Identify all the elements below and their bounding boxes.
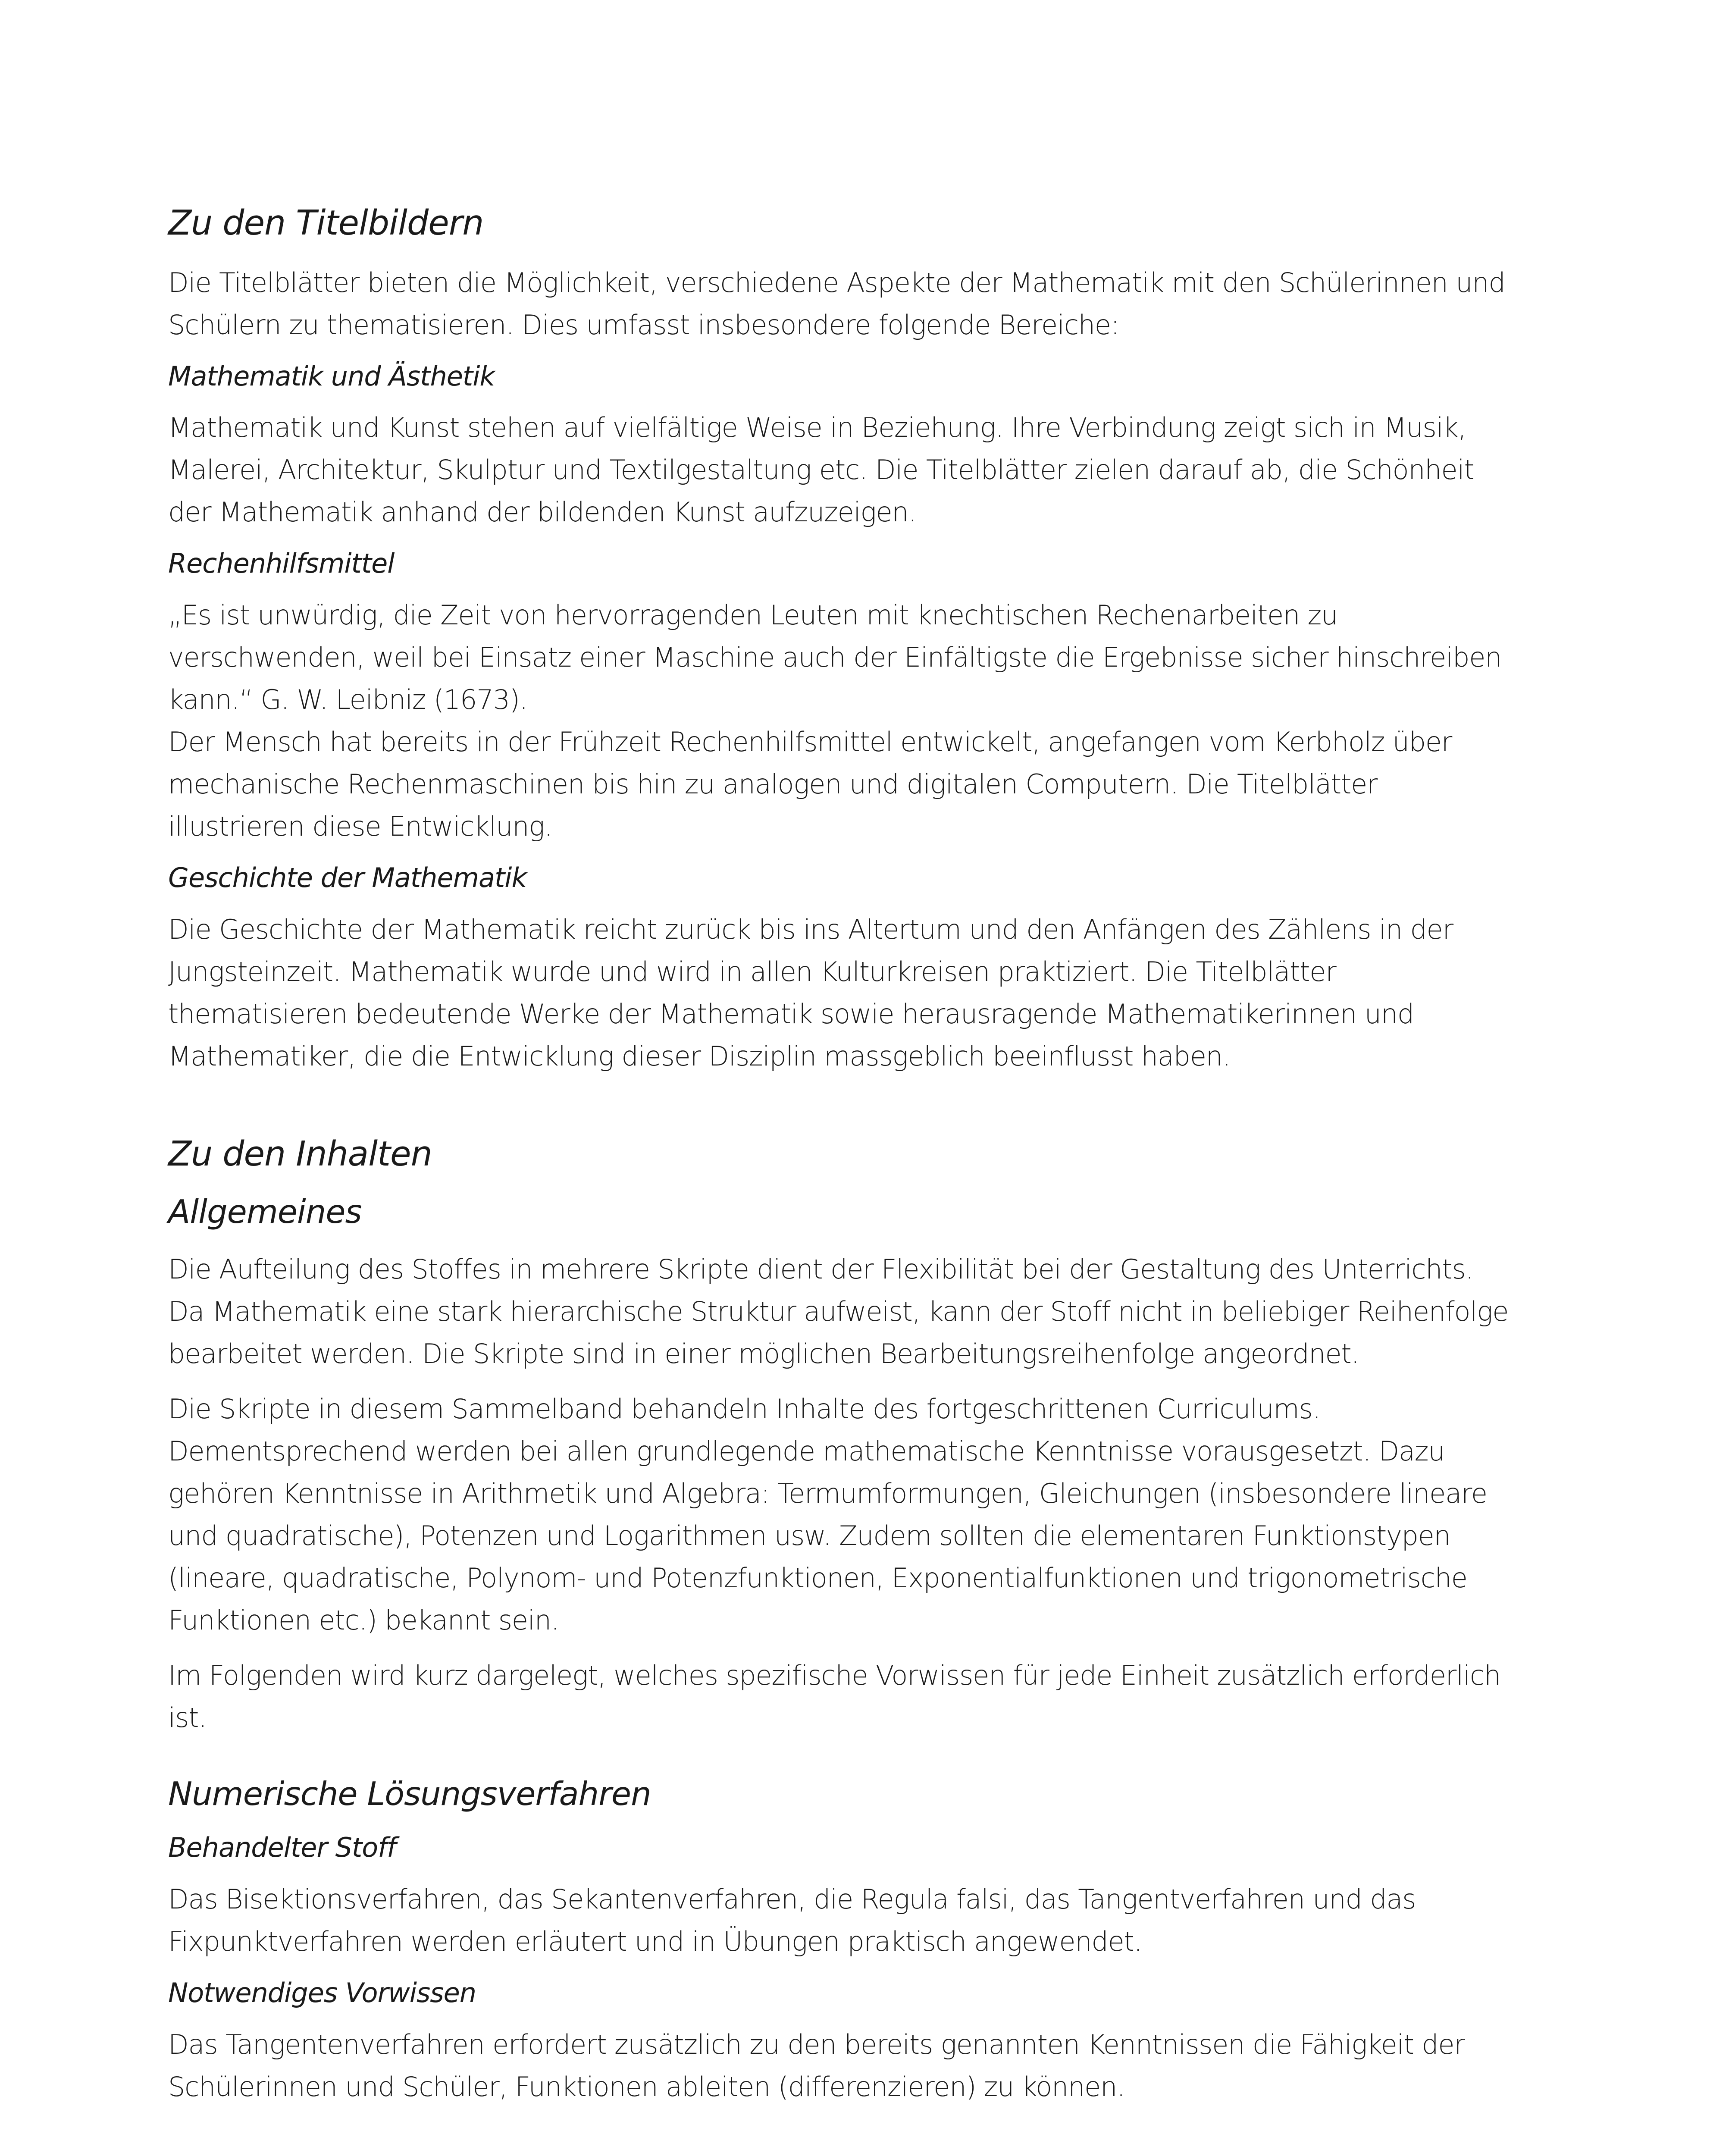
label-rechenhilfsmittel: Rechenhilfsmittel [168, 548, 395, 580]
block-geschichte [168, 861, 1509, 1078]
section-title-inhalte: Zu den Inhalten [168, 1134, 432, 1174]
block-vorwissen [168, 1976, 1509, 2108]
block-rechenhilfsmittel [168, 546, 1509, 848]
text-aesthetik: Mathematik und Kunst stehen auf vielfältige Weise in Beziehung. Ihre Verbindung zeigt sich in Musik, Malerei, Architektur, Skulptur und Textilgestaltung etc. Die Titelblätter zielen darauf ab, die Schönheit der Mathematik anhand der bildenden Kunst aufzuzeigen. [168, 412, 1474, 528]
text-geschichte: Die Geschichte der Mathematik reicht zurück bis ins Altertum und den Anfängen des Zählens in der Jungsteinzeit. Mathematik wurde und wird in allen Kulturkreisen praktiziert. Die Titelblätter thematisieren bedeutende Werke der Mathematik sowie herausragende Mathematikerinnen und Mathematiker, die die Entwicklung dieser Disziplin massgeblich beeinflusst haben. [168, 913, 1453, 1072]
allgemeines-paragraph-3: Im Folgenden wird kurz dargelegt, welches spezifische Vorwissen für jede Einheit zusätzlich erforderlich ist. [168, 1660, 1501, 1734]
text-behandelter-stoff: Das Bisektionsverfahren, das Sekantenverfahren, die Regula falsi, das Tangentverfahren und das Fixpunktverfahren werden erläutert und in Übungen praktisch angewendet. [168, 1883, 1416, 1957]
text-rechenhilfsmittel: Der Mensch hat bereits in der Frühzeit Rechenhilfsmittel entwickelt, angefangen vom Kerbholz über mechanische Rechenmaschinen bis hin zu analogen und digitalen Computern. Die Titelblätter illustrieren diese Entwicklung. [168, 726, 1452, 842]
subsection-title-numerisch: Numerische Lösungsverfahren [168, 1775, 651, 1813]
page-content [168, 203, 1509, 2121]
block-behandelter-stoff [168, 1830, 1509, 1963]
label-behandelter-stoff: Behandelter Stoff [168, 1832, 396, 1864]
titelbilder-intro: Die Titelblätter bieten die Möglichkeit, verschiedene Aspekte der Mathematik mit den Schülerinnen und Schülern zu thematisieren. Dies umfasst insbesondere folgende Bereiche: [168, 266, 1505, 341]
text-vorwissen: Das Tangentenverfahren erfordert zusätzlich zu den bereits genannten Kenntnissen die Fähigkeit der Schülerinnen und Schüler, Funktionen ableiten (differenzieren) zu können. [168, 2028, 1465, 2103]
allgemeines-paragraph-2: Die Skripte in diesem Sammelband behandeln Inhalte des fortgeschrittenen Curriculums. Dementsprechend werden bei allen grundlegende mathematische Kenntnisse vorausgesetzt. Dazu gehören Kenntnisse in Arithmetik und Algebra: Termumformungen, Gleichungen (insbesondere lineare und quadratische), Potenzen und Logarithmen usw. Zudem sollten die elementaren Funktionstypen (lineare, quadratische, Polynom- und Potenzfunktionen, Exponentialfunktionen und trigonometrische Funktionen etc.) bekannt sein. [168, 1393, 1487, 1636]
section-title-titelbilder: Zu den Titelbildern [168, 203, 484, 243]
block-aesthetik [168, 359, 1509, 534]
label-aesthetik: Mathematik und Ästhetik [168, 360, 495, 392]
label-vorwissen: Notwendiges Vorwissen [168, 1977, 476, 2009]
subsection-title-allgemeines: Allgemeines [168, 1193, 362, 1231]
allgemeines-paragraph-1: Die Aufteilung des Stoffes in mehrere Skripte dient der Flexibilität bei der Gestaltung des Unterrichts. Da Mathematik eine stark hierarchische Struktur aufweist, kann der Stoff nicht in beliebiger Reihenfolge bearbeitet werden. Die Skripte sind in einer möglichen Bearbeitungsreihenfolge angeordnet. [168, 1253, 1509, 1370]
label-geschichte: Geschichte der Mathematik [168, 862, 527, 893]
leibniz-quote: „Es ist unwürdig, die Zeit von hervorragenden Leuten mit knechtischen Rechenarbeiten zu verschwenden, weil bei Einsatz einer Maschine auch der Einfältigste die Ergebnisse sicher hinschreiben kann.“ G. W. Leibniz (1673). [168, 599, 1502, 715]
